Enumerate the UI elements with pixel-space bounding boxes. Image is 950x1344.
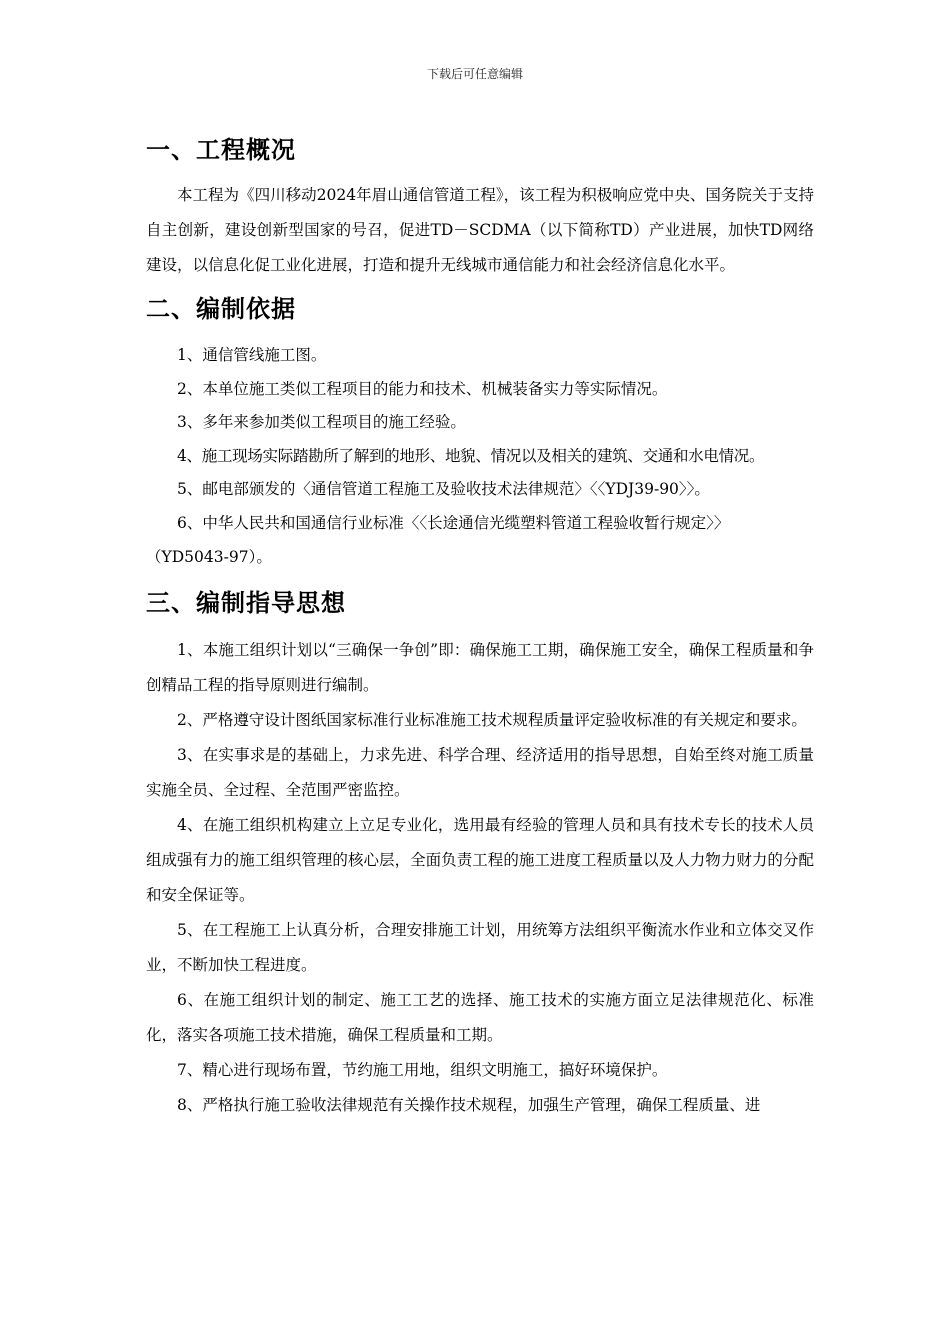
list-item: 6、在施工组织计划的制定、施工工艺的选择、施工技术的实施方面立足法律规范化、标准化，落实各项施工技术措施，确保工程质量和工期。: [146, 991, 814, 1044]
section-heading: 一、工程概况: [146, 136, 296, 164]
section-compilation-basis: [146, 289, 814, 575]
list-item: 3、多年来参加类似工程项目的施工经验。: [177, 413, 466, 431]
section-project-overview: [146, 130, 814, 283]
section-paragraph: 本工程为《四川移动2024年眉山通信管道工程》，该工程为积极响应党中央、国务院关于支持自主创新，建设创新型国家的号召，促进TD－SCDMA（以下简称TD）产业进展，加快TD网络建设，以信息化促工业化进展，打造和提升无线城市通信能力和社会经济信息化水平。: [146, 186, 814, 274]
list-item: 1、通信管线施工图。: [177, 346, 327, 364]
list-item: 5、邮电部颁发的〈通信管道工程施工及验收技术法律规范〉〈〈YDJ39-90〉〉。: [177, 480, 710, 498]
list-item: 6、中华人民共和国通信行业标准〈〈长途通信光缆塑料管道工程验收暂行规定〉〉: [177, 513, 730, 532]
list-item: 4、施工现场实际踏勘所了解到的地形、地貌、情况以及相关的建筑、交通和水电情况。: [177, 446, 765, 465]
document-body: [146, 130, 814, 1123]
list-item: 3、在实事求是的基础上，力求先进、科学合理、经济适用的指导思想，自始至终对施工质量实施全员、全过程、全范围严密监控。: [146, 746, 814, 799]
section-guiding-principles: [146, 583, 814, 1123]
section-heading: 二、编制依据: [146, 295, 296, 323]
list-item-continuation: （YD5043-97）。: [146, 548, 272, 566]
list-item: 1、本施工组织计划以“三确保一争创”即：确保施工工期，确保施工安全，确保工程质量和争创精品工程的指导原则进行编制。: [146, 641, 814, 694]
list-item: 2、严格遵守设计图纸国家标准行业标准施工技术规程质量评定验收标准的有关规定和要求。: [177, 711, 807, 729]
list-item: 2、本单位施工类似工程项目的能力和技术、机械装备实力等实际情况。: [177, 379, 668, 398]
list-item: 7、精心进行现场布置，节约施工用地，组织文明施工，搞好环境保护。: [177, 1061, 668, 1079]
list-item: 8、严格执行施工验收法律规范有关操作技术规程，加强生产管理，确保工程质量、进: [177, 1096, 761, 1114]
page-header-note: 下载后可任意编辑: [426, 67, 523, 81]
list-item: 5、在工程施工上认真分析，合理安排施工计划，用统筹方法组织平衡流水作业和立体交叉作业，不断加快工程进度。: [146, 921, 814, 974]
section-heading: 三、编制指导思想: [146, 589, 346, 617]
list-item: 4、在施工组织机构建立上立足专业化，选用最有经验的管理人员和具有技术专长的技术人员组成强有力的施工组织管理的核心层，全面负责工程的施工进度工程质量以及人力物力财力的分配和安全保证等。: [146, 816, 814, 904]
